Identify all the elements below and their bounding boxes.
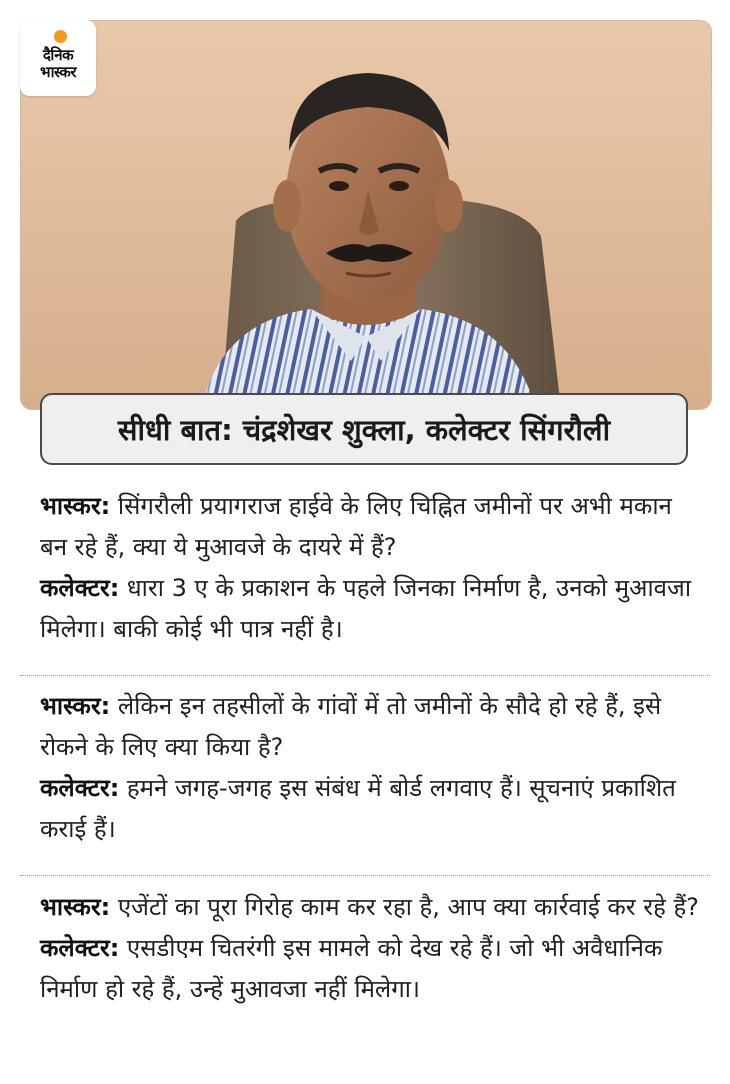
question-text: लेकिन इन तहसीलों के गांवों में तो जमीनों के सौदे हो रहे हैं, इसे रोकने के लिए क्या किया है? xyxy=(40,692,662,761)
answer-speaker: कलेक्टर: xyxy=(40,774,120,802)
question-speaker: भास्कर: xyxy=(40,893,111,921)
question xyxy=(40,887,700,928)
logo-line-1: दैनिक xyxy=(42,46,74,64)
answer-text: हमने जगह-जगह इस संबंध में बोर्ड लगवाए हैं। सूचनाएं प्रकाशित कराई हैं। xyxy=(40,774,676,843)
answer-text: एसडीएम चितरंगी इस मामले को देख रहे हैं। जो भी अवैधानिक निर्माण हो रहे हैं, उन्हें मुआवजा नहीं मिलेगा। xyxy=(40,934,663,1003)
logo-sun-icon xyxy=(54,30,67,43)
divider xyxy=(20,875,710,876)
question xyxy=(40,486,700,568)
logo-line-2: भास्कर xyxy=(40,63,76,81)
question xyxy=(40,686,700,768)
portrait-photo-icon xyxy=(21,21,711,409)
question-speaker: भास्कर: xyxy=(40,492,111,520)
question-speaker: भास्कर: xyxy=(40,692,111,720)
qa-item-2 xyxy=(40,686,700,850)
answer-speaker: कलेक्टर: xyxy=(40,934,120,962)
answer xyxy=(40,768,700,850)
answer-text: धारा 3 ए के प्रकाशन के पहले जिनका निर्माण है, उनको मुआवजा मिलेगा। बाकी कोई भी पात्र नहीं है। xyxy=(40,574,692,643)
divider xyxy=(20,675,710,676)
title-bar xyxy=(40,393,688,465)
answer xyxy=(40,568,700,650)
dainik-bhaskar-logo xyxy=(20,20,96,96)
question-text: एजेंटों का पूरा गिरोह काम कर रहा है, आप क्या कार्रवाई कर रहे हैं? xyxy=(110,893,699,921)
answer xyxy=(40,928,700,1010)
question-text: सिंगरौली प्रयागराज हाईवे के लिए चिह्नित जमीनों पर अभी मकान बन रहे हैं, क्या ये मुआवजे के दायरे में हैं? xyxy=(40,492,672,561)
page-title: सीधी बात: चंद्रशेखर शुक्ला, कलेक्टर सिंगरौली xyxy=(117,412,611,447)
answer-speaker: कलेक्टर: xyxy=(40,574,120,602)
portrait-photo xyxy=(20,20,712,410)
qa-item-1 xyxy=(40,486,700,650)
qa-item-3 xyxy=(40,887,700,1010)
